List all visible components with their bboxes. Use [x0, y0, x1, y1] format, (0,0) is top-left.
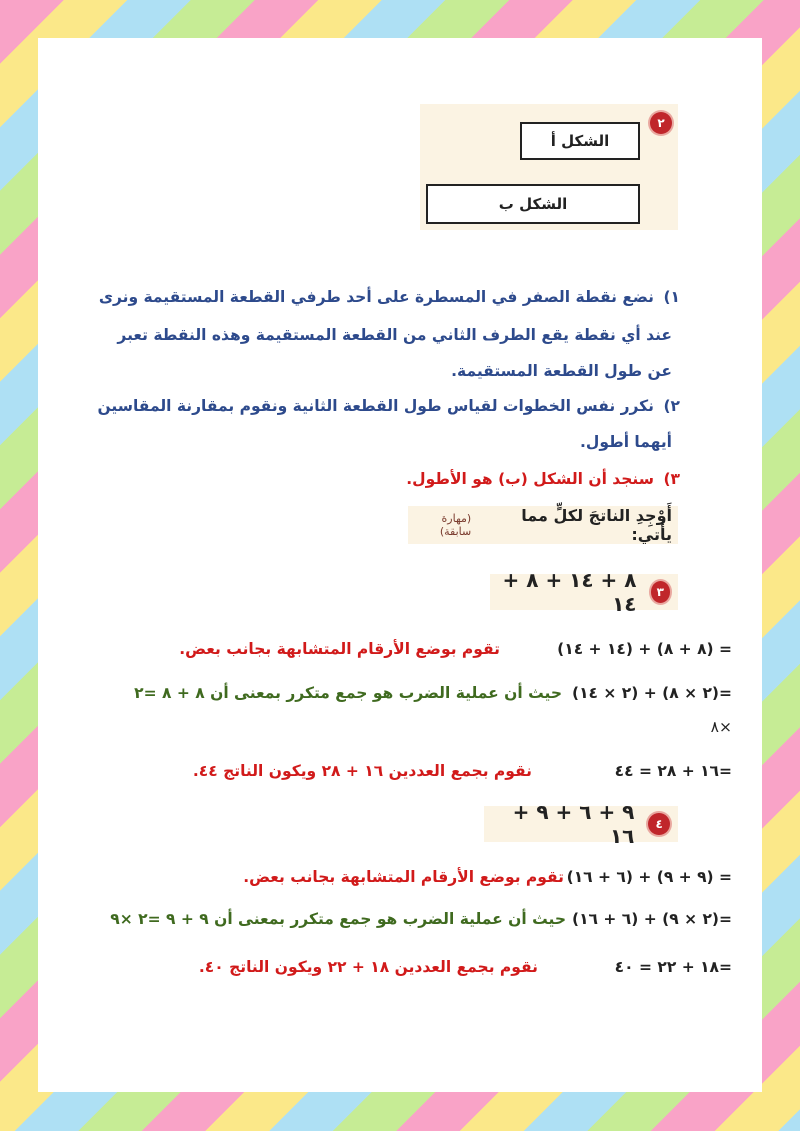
q3-line-1 — [38, 634, 762, 664]
shape-a-box: الشكل أ — [520, 122, 640, 160]
q4-line-2 — [38, 904, 762, 934]
q3-line-3 — [38, 756, 762, 786]
question-badge-2: ٢ — [650, 112, 672, 134]
worksheet-page — [38, 38, 762, 1092]
step-line-6 — [38, 464, 762, 494]
step-number: ٢) — [663, 397, 680, 415]
q3-line-2-note: حيث أن عملية الضرب هو جمع متكرر بمعنى أن ٨ + ٨ =٢ — [134, 684, 562, 702]
step-text: نكرر نفس الخطوات لقياس طول القطعة الثانية ونقوم بمقارنة المقاسين — [97, 397, 654, 415]
question-4-expression: ٩ + ٦ + ٩ + ١٦ — [512, 800, 635, 848]
q3-line-2-math: =(٢ × ٨) + (٢ × ١٤) — [571, 684, 732, 702]
step-number: ٣) — [663, 470, 680, 488]
question-badge-3: ٣ — [651, 581, 671, 603]
q3-line-2-cont — [38, 712, 762, 742]
q4-line-3 — [38, 952, 762, 982]
q3-line-2 — [38, 678, 762, 708]
section-subtitle: (مهارة سابقة) — [439, 512, 472, 538]
step-number: ١) — [663, 288, 680, 306]
q3-line-3-note: نقوم بجمع العددين ١٦ + ٢٨ ويكون الناتج ٤٤. — [192, 762, 532, 780]
step-text: أيهما أطول. — [580, 433, 672, 451]
q3-line-2-continuation: ×٨ — [710, 718, 732, 736]
step-text: سنجد أن الشكل (ب) هو الأطول. — [406, 470, 654, 488]
step-text: عند أي نقطة يقع الطرف الثاني من القطعة المستقيمة وهذه النقطة تعبر — [117, 326, 672, 344]
step-line-3 — [38, 356, 762, 386]
step-text: عن طول القطعة المستقيمة. — [451, 362, 672, 380]
question-3-expression: ٨ + ١٤ + ٨ + ١٤ — [502, 568, 637, 616]
figure-panel — [420, 104, 678, 230]
section-heading — [408, 506, 678, 544]
q4-line-2-math: =(٢ × ٩) + (٦ + ١٦) — [571, 910, 732, 928]
question-4-bar — [484, 800, 678, 848]
step-line-5 — [38, 427, 762, 457]
question-3-bar — [490, 568, 678, 616]
step-line-1 — [38, 282, 762, 312]
q3-line-3-math: =١٦ + ٢٨ = ٤٤ — [614, 762, 732, 780]
step-line-2 — [38, 320, 762, 350]
q4-line-1-note: تقوم بوضع الأرقام المتشابهة بجانب بعض. — [243, 868, 564, 886]
q4-line-2-note: حيث أن عملية الضرب هو جمع متكرر بمعنى أن ٩ + ٩ =٢ ×٩ — [110, 910, 566, 928]
q4-line-3-math: =١٨ + ٢٢ = ٤٠ — [614, 958, 732, 976]
q3-line-1-note: تقوم بوضع الأرقام المتشابهة بجانب بعض. — [179, 640, 500, 658]
q3-line-1-math: = (٨ + ٨) + (١٤ + ١٤) — [557, 640, 732, 658]
question-badge-4: ٤ — [648, 813, 670, 835]
q4-line-1 — [38, 862, 762, 892]
step-line-4 — [38, 391, 762, 421]
shape-b-box: الشكل ب — [426, 184, 640, 224]
step-text: نضع نقطة الصفر في المسطرة على أحد طرفي القطعة المستقيمة ونرى — [98, 288, 654, 306]
section-title: أَوْجِدِ الناتجَ لكلٍّ مما يأتي: — [521, 506, 672, 544]
q4-line-1-math: = (٩ + ٩) + (٦ + ١٦) — [566, 868, 732, 886]
q4-line-3-note: نقوم بجمع العددين ١٨ + ٢٢ ويكون الناتج ٤٠. — [198, 958, 538, 976]
